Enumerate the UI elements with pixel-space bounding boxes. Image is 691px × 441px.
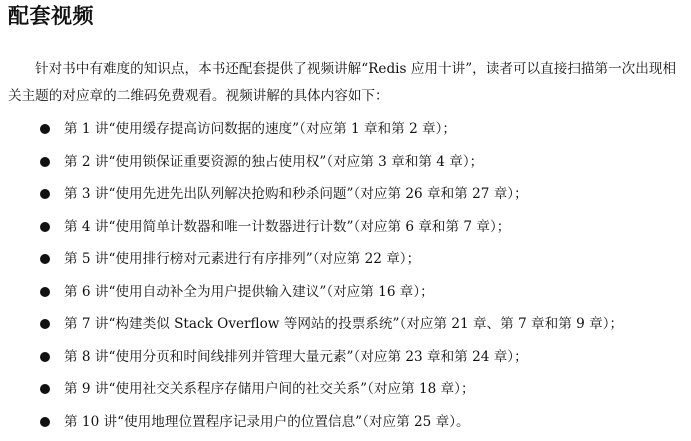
list-item-text: 第 2 讲“使用锁保证重要资源的独占使用权”（对应第 3 章和第 4 章）； <box>64 149 483 175</box>
list-item <box>0 181 691 214</box>
list-item-text: 第 3 讲“使用先进先出队列解决抢购和秒杀问题”（对应第 26 章和第 27 章）； <box>64 181 528 207</box>
bullet-icon <box>40 417 50 427</box>
list-item <box>0 409 691 441</box>
bullet-icon <box>40 124 50 134</box>
list-item-text: 第 9 讲“使用社交关系程序存储用户间的社交关系”（对应第 18 章）； <box>64 376 475 402</box>
bullet-icon <box>40 352 50 362</box>
bullet-icon <box>40 254 50 264</box>
list-item-text: 第 5 讲“使用排行榜对元素进行有序排列”（对应第 22 章）； <box>64 246 420 272</box>
bullet-icon <box>40 222 50 232</box>
list-item-text: 第 1 讲“使用缓存提高访问数据的速度”（对应第 1 章和第 2 章）； <box>64 116 456 142</box>
intro-paragraph: 针对书中有难度的知识点，本书还配套提供了视频讲解“Redis 应用十讲”，读者可以直接扫描第一次出现相关主题的对应章的二维码免费观看。视频讲解的具体内容如下： <box>8 56 684 110</box>
list-item <box>0 246 691 279</box>
list-item-text: 第 8 讲“使用分页和时间线排列并管理大量元素”（对应第 23 章和第 24 章）； <box>64 344 528 370</box>
bullet-icon <box>40 157 50 167</box>
section-title: 配套视频 <box>8 2 94 30</box>
bullet-icon <box>40 287 50 297</box>
list-item-text: 第 4 讲“使用简单计数器和唯一计数器进行计数”（对应第 6 章和第 7 章）； <box>64 214 510 240</box>
list-item-text: 第 10 讲“使用地理位置程序记录用户的位置信息”（对应第 25 章）。 <box>64 409 470 435</box>
bullet-icon <box>40 319 50 329</box>
list-item <box>0 149 691 182</box>
list-item <box>0 279 691 312</box>
bullet-icon <box>40 384 50 394</box>
list-item <box>0 214 691 247</box>
list-item <box>0 376 691 409</box>
list-item <box>0 311 691 344</box>
list-item-text: 第 7 讲“构建类似 Stack Overflow 等网站的投票系统”（对应第 21 章、第 7 章和第 9 章）； <box>64 311 623 337</box>
list-item <box>0 116 691 149</box>
list-item-text: 第 6 讲“使用自动补全为用户提供输入建议”（对应第 16 章）； <box>64 279 434 305</box>
list-item <box>0 344 691 377</box>
bullet-icon <box>40 189 50 199</box>
video-topic-list <box>0 116 691 441</box>
